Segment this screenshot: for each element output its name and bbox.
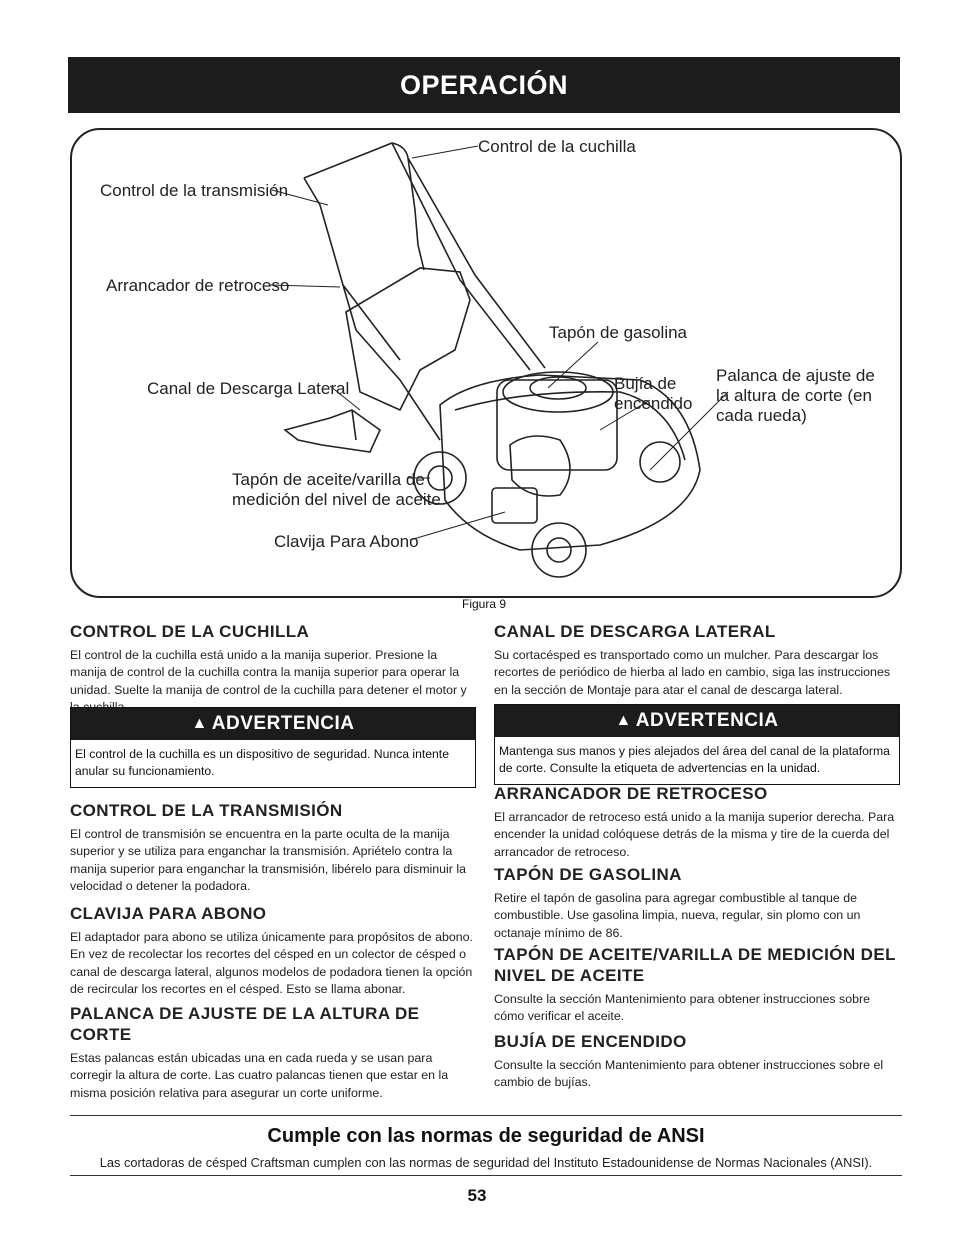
callout-oil-cap-line2: medición del nivel de aceite [232,490,441,509]
callout-spark-plug-line1: Bujía de [614,374,677,393]
gas-cap-text: Retire el tapón de gasolina para agregar combustible al tanque de combustible. Use gasolina limpia, nueva, regular, sin plomo con un octanaje mínimo de 86. [494,891,861,940]
warning-label: ADVERTENCIA [211,713,355,734]
warning-text: Mantenga sus manos y pies alejados del área del canal de la plataforma de corte. Consulte la etiqueta de advertencias en la unidad. [499,744,890,776]
side-discharge-heading: CANAL DE DESCARGA LATERAL [494,622,776,641]
mulch-plug-text: El adaptador para abono se utiliza únicamente para propósitos de abono. En vez de recolectar los recortes del césped en un colector de césped o canal de descarga lateral, algunos modelos de podadora tienen la opción de recircular los recortes en el césped. Esto se llama abonar. [70,930,473,997]
height-lever-section [70,1003,476,1102]
warning-box-blade [70,707,476,788]
callout-spark-plug [614,374,692,414]
drive-control-section [70,800,476,896]
callout-spark-plug-line2: encendido [614,394,693,413]
gas-cap-section [494,864,898,942]
left-column [70,621,476,717]
callout-recoil-starter: Arrancador de retroceso [106,276,290,295]
mulch-plug-section [70,903,476,999]
spark-plug-section [494,1031,898,1092]
warning-text: El control de la cuchilla es un dispositivo de seguridad. Nunca intente anular su funcionamiento. [75,747,449,779]
side-discharge-section [494,621,898,699]
mower-illustration [0,0,954,600]
blade-control-heading: CONTROL DE LA CUCHILLA [70,622,310,641]
figure-caption: Figura 9 [462,597,507,611]
recoil-starter-heading: ARRANCADOR DE RETROCESO [494,784,768,803]
page-number: 53 [467,1186,487,1205]
callout-drive-control: Control de la transmisión [100,181,289,200]
callout-height-lever [716,366,875,426]
callout-gas-cap: Tapón de gasolina [549,323,688,342]
warning-box-discharge [494,704,900,785]
ansi-text: Las cortadoras de césped Craftsman cumplen con las normas de seguridad del Instituto Estadounidense de Normas Nacionales (ANSI). [99,1155,873,1170]
footer-rule-bottom [70,1175,902,1176]
callout-oil-cap-line1: Tapón de aceite/varilla de [232,470,425,489]
warning-bar [71,708,475,740]
callout-mulch-plug: Clavija Para Abono [274,532,419,551]
callout-height-lever-line1: Palanca de ajuste de [716,366,875,385]
footer-rule-top [70,1115,902,1116]
side-discharge-text: Su cortacésped es transportado como un mulcher. Para descargar los recortes de periódico de hierba al lado en cambio, siga las instrucciones en la sección de Montaje para atar el canal de descarga lateral. [494,648,891,697]
spark-plug-heading: BUJÍA DE ENCENDIDO [494,1032,687,1051]
callout-height-lever-line2: la altura de corte (en [716,386,872,405]
callout-side-discharge: Canal de Descarga Lateral [147,379,350,398]
spark-plug-text: Consulte la sección Mantenimiento para obtener instrucciones sobre el cambio de bujías. [494,1058,884,1090]
callout-blade-control: Control de la cuchilla [478,137,636,156]
section-title: OPERACIÓN [399,69,569,100]
recoil-starter-text: El arrancador de retroceso está unido a la manija superior derecha. Para encender la unidad colóquese detrás de la misma y tire de la cuerda del arrancador de retroceso. [494,810,895,859]
oil-cap-text: Consulte la sección Mantenimiento para obtener instrucciones sobre cómo verificar el aceite. [494,992,871,1024]
drive-control-text: El control de transmisión se encuentra en la parte oculta de la manija superior y se utiliza para enganchar la transmisión. Apriételo contra la manija superior para enganchar la transmisión, libérelo para disminuir la velocidad o detener la podadora. [70,827,467,894]
mulch-plug-heading: CLAVIJA PARA ABONO [70,904,267,923]
height-lever-text: Estas palancas están ubicadas una en cada rueda y se usan para corregir la altura de corte. Las cuatro palancas tienen que estar en la misma posición relativa para asegurar un corte uniforme. [70,1051,449,1100]
drive-control-heading: CONTROL DE LA TRANSMISIÓN [70,801,343,820]
callout-oil-cap [232,470,441,510]
recoil-starter-section [494,783,898,861]
warning-label: ADVERTENCIA [635,710,779,731]
gas-cap-heading: TAPÓN DE GASOLINA [494,865,682,884]
warning-triangle-icon: ▲ [615,712,632,729]
warning-triangle-icon: ▲ [191,715,208,732]
ansi-title: Cumple con las normas de seguridad de ANSI [267,1125,705,1147]
blade-control-text: El control de la cuchilla está unido a la manija superior. Presione la manija de control de la cuchilla contra la manija superior para operar la unidad. Suelte la manija de control de la cuchilla para detener el motor y [70,648,467,697]
height-lever-heading: PALANCA DE AJUSTE DE LA ALTURA DE CORTE [70,1004,420,1044]
warning-bar [495,705,899,737]
callout-height-lever-line3: cada rueda) [716,406,807,425]
oil-cap-heading: TAPÓN DE ACEITE/VARILLA DE MEDICIÓN DEL NIVEL DE ACEITE [494,945,896,985]
oil-cap-section [494,944,898,1026]
